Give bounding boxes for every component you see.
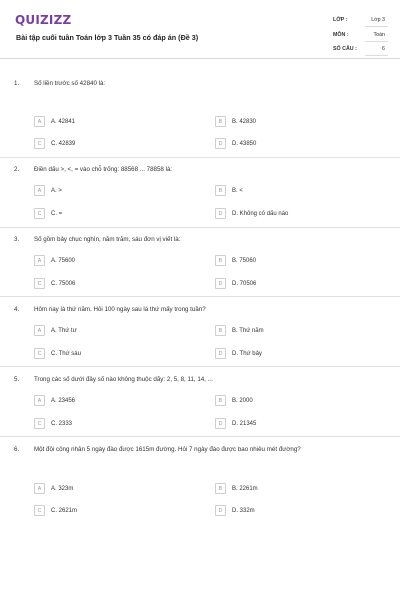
choice-letter-box: B	[215, 483, 226, 494]
choice-text: A. Thứ tư	[51, 327, 77, 334]
choice-letter-box: A	[34, 325, 45, 336]
choice-letter-box: C	[34, 348, 45, 359]
choice-text: B. 2000	[232, 397, 253, 404]
question-divider	[0, 366, 400, 367]
question-text: Số liền trước số 42840 là:	[34, 80, 106, 87]
choice-text: B. <	[232, 187, 243, 194]
choice-text: C. 2621m	[51, 507, 78, 514]
choice-letter-box: B	[215, 395, 226, 406]
choice-letter-box: D	[215, 208, 226, 219]
question-divider	[0, 296, 400, 297]
question-number: 3.	[14, 236, 20, 243]
worksheet-header	[0, 0, 400, 59]
choice-text: D. 21345	[232, 420, 257, 427]
question-divider	[0, 157, 400, 158]
choice-text: D. 70506	[232, 280, 257, 287]
meta-underline	[365, 55, 388, 56]
choice-letter-box: B	[215, 185, 226, 196]
meta-question-count-label: SỐ CÂU :	[333, 46, 357, 52]
choice-letter-box: C	[34, 418, 45, 429]
meta-class-label: LỚP :	[333, 17, 348, 23]
meta-class-value: Lớp 3	[371, 17, 385, 23]
question-text: Số gồm bảy chục nghìn, năm trăm, sáu đơn vị viết là:	[34, 236, 181, 243]
question-text: Điền dấu >, <, = vào chỗ trống: 88568 ... 78858 là:	[34, 166, 173, 173]
meta-underline	[365, 41, 388, 42]
choice-letter-box: B	[215, 325, 226, 336]
choice-letter-box: B	[215, 116, 226, 127]
choice-letter-box: A	[34, 116, 45, 127]
choice-letter-box: D	[215, 505, 226, 516]
choice-letter-box: D	[215, 138, 226, 149]
choice-text: D. Thứ bảy	[232, 350, 262, 357]
choice-text: A. 323m	[51, 485, 74, 492]
choice-text: C. =	[51, 210, 63, 217]
question-text: Trong các số dưới đây số nào không thuộc dãy: 2, 5, 8, 11, 14, ...	[34, 376, 213, 383]
choice-text: C. 42839	[51, 140, 76, 147]
choice-text: D. Không có dấu nào	[232, 210, 289, 217]
quizizz-logo: QUIZIZZ	[15, 13, 72, 27]
choice-text: B. 75060	[232, 257, 257, 264]
meta-question-count-value: 6	[382, 46, 385, 52]
choice-letter-box: D	[215, 278, 226, 289]
question-number: 5.	[14, 376, 20, 383]
meta-subject-value: Toán	[373, 32, 385, 38]
choice-text: B. 42830	[232, 118, 257, 125]
meta-subject-label: MÔN :	[333, 32, 349, 38]
choice-letter-box: C	[34, 278, 45, 289]
choice-letter-box: A	[34, 185, 45, 196]
question-number: 4.	[14, 306, 20, 313]
worksheet-title: Bài tập cuối tuần Toán lớp 3 Tuần 35 có đáp án (Đề 3)	[16, 33, 199, 42]
meta-underline	[365, 26, 388, 27]
choice-letter-box: C	[34, 505, 45, 516]
choice-text: B. 2261m	[232, 485, 258, 492]
question-number: 2.	[14, 166, 20, 173]
choice-text: C. 2333	[51, 420, 73, 427]
choice-letter-box: B	[215, 255, 226, 266]
choice-text: C. Thứ sáu	[51, 350, 81, 357]
question-divider	[0, 227, 400, 228]
choice-text: A. 23456	[51, 397, 76, 404]
question-number: 6.	[14, 446, 20, 453]
question-text: Hôm nay là thứ năm. Hỏi 100 ngày sau là thứ mấy trong tuần?	[34, 306, 206, 313]
choice-text: A. 42841	[51, 118, 76, 125]
choice-text: D. 332m	[232, 507, 255, 514]
choice-text: A. >	[51, 187, 62, 194]
choice-text: B. Thứ năm	[232, 327, 264, 334]
question-number: 1.	[14, 80, 20, 87]
question-divider	[0, 436, 400, 437]
choice-letter-box: A	[34, 255, 45, 266]
question-text: Một đội công nhân 5 ngày đào được 1615m đường. Hỏi 7 ngày đào được bao nhiêu mét đường?	[34, 446, 301, 453]
choice-letter-box: D	[215, 418, 226, 429]
choice-text: A. 75600	[51, 257, 76, 264]
choice-text: D. 43850	[232, 140, 257, 147]
choice-letter-box: D	[215, 348, 226, 359]
choice-letter-box: A	[34, 395, 45, 406]
choice-letter-box: A	[34, 483, 45, 494]
choice-text: C. 75006	[51, 280, 76, 287]
choice-letter-box: C	[34, 138, 45, 149]
choice-letter-box: C	[34, 208, 45, 219]
